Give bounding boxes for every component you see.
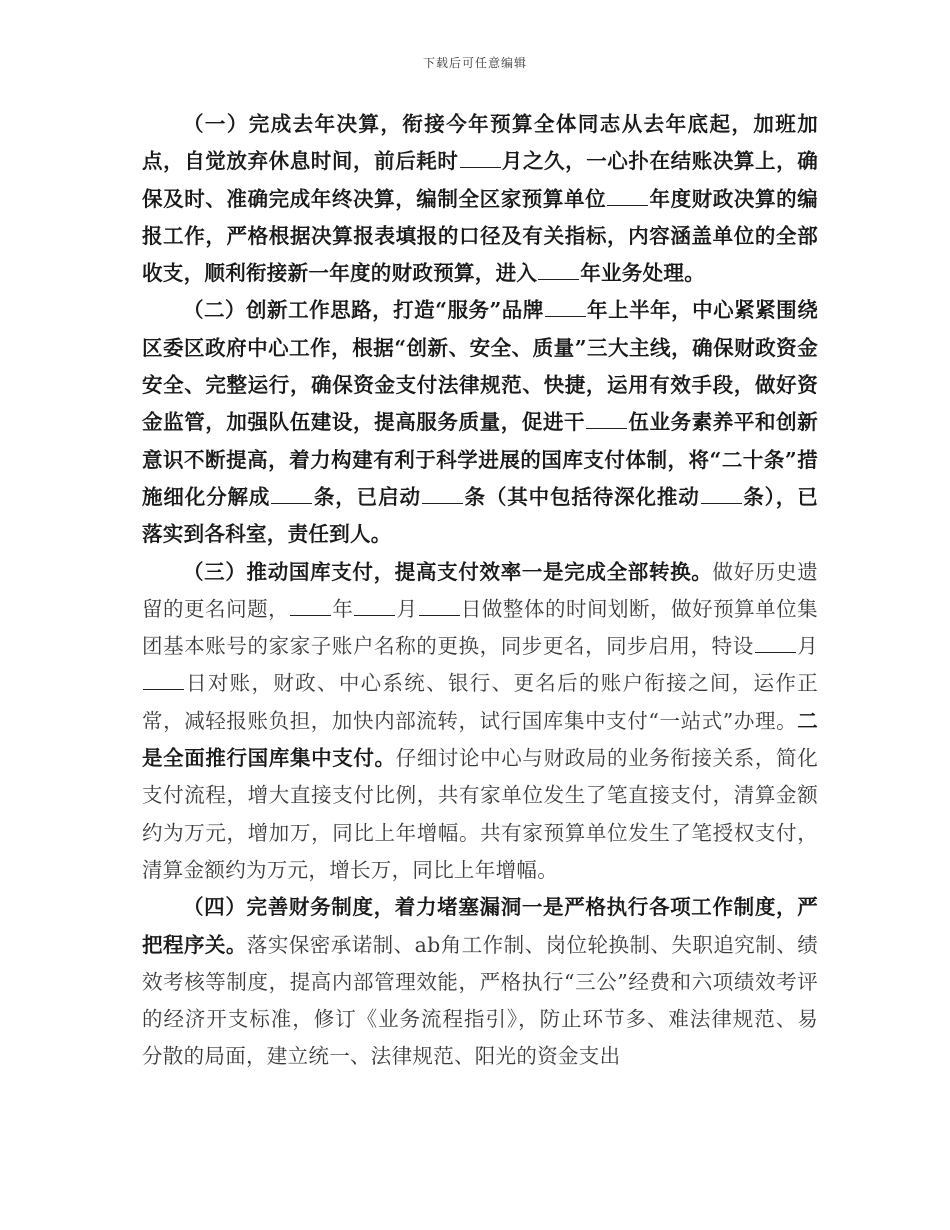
page-header: 下载后可任意编辑 [422, 56, 527, 70]
paragraph-text: 条），已落实到各科室，责任到人。 [142, 484, 818, 547]
paragraph-text: 年 [332, 596, 354, 621]
fill-in-blank [607, 186, 648, 205]
bold-lead-text: 二是全面推行国库集中支付。 [142, 708, 818, 771]
bold-lead-text: （三）推动国库支付，提高支付效率一是完成全部转换。 [183, 559, 713, 584]
paragraph-text: （二）创新工作思路，打造“服务”品牌 [183, 298, 544, 323]
paragraph-text: 月之久，一心扑在结账决算上，确保及时、准确完成年终决算，编制全区家预算单位 [142, 149, 818, 211]
bold-lead-text: （四）完善财务制度，着力堵塞漏洞一是严格执行各项工作制度，严把程序关。 [142, 895, 818, 957]
paragraph-2 [142, 292, 818, 553]
paragraph-text: 条，已启动 [313, 484, 421, 509]
fill-in-blank [143, 671, 184, 690]
fill-in-blank [701, 485, 742, 504]
fill-in-blank [538, 261, 579, 280]
fill-in-blank [586, 410, 627, 429]
paragraph-text: 日做整体的时间划断，做好预算单位集团基本账号的家家子账户名称的更换，同步更名，同步启用，特设 [142, 596, 818, 659]
paragraph-text: 年业务处理。 [580, 261, 706, 286]
paragraph-3 [142, 554, 818, 890]
fill-in-blank [755, 634, 796, 653]
paragraph-text: 年上半年，中心紧紧围绕区委区政府中心工作，根据“创新、安全、质量”三大主线，确保财政资金安全、完整运行，确保资金支付法律规范、快捷，运用有效手段，做好资金监管，加强队伍建设，提高服务质量，促进干 [142, 298, 818, 435]
paragraph-text: 仔细讨论中心与财政局的业务衔接关系，简化支付流程，增大直接支付比例，共有家单位发生了笔直接支付，清算金额约为万元，增加万，同比上年增幅。共有家预算单位发生了笔授权支付，清算金额约为万元，增长万，同比上年增幅。 [142, 746, 818, 882]
paragraph-text: 月 [796, 634, 818, 659]
paragraph-text: （一）完成去年决算，衔接今年预算全体同志从去年底起，加班加点，自觉放弃休息时间，前后耗时 [142, 112, 818, 174]
paragraph-text: 年度财政决算的编报工作，严格根据决算报表填报的口径及有关指标，内容涵盖单位的全部收支，顺利衔接新一年度的财政预算，进入 [142, 186, 818, 286]
document-body [142, 106, 818, 1076]
fill-in-blank [460, 149, 501, 168]
fill-in-blank [422, 485, 463, 504]
fill-in-blank [419, 596, 460, 615]
paragraph-1 [142, 106, 818, 292]
fill-in-blank [271, 485, 312, 504]
fill-in-blank [545, 298, 586, 317]
paragraph-text: 做好历史遗留的更名问题， [142, 559, 819, 621]
paragraph-4 [142, 889, 818, 1075]
paragraph-text: 月 [396, 596, 418, 621]
paragraph-text: 伍业务素养平和创新意识不断提高，着力构建有利于科学进展的国库支付体制，将“二十条”措施细化分解成 [142, 410, 818, 509]
fill-in-blank [354, 596, 395, 615]
paragraph-text: 日对账，财政、中心系统、银行、更名后的账户衔接之间，运作正常，减轻报账负担，加快内部流转，试行国库集中支付“一站式”办理。 [142, 671, 818, 733]
paragraph-text: 条（其中包括待深化推动 [463, 484, 700, 509]
paragraph-text: 落实保密承诺制、ab角工作制、岗位轮换制、失职追究制、绩效考核等制度，提高内部管理效能，严格执行“三公”经费和六项绩效考评的经济开支标准，修订《业务流程指引》，防止环节多、难法律规范、易分散的局面，建立统一、法律规范、阳光的资金支出 [142, 932, 819, 1069]
fill-in-blank [290, 596, 331, 615]
